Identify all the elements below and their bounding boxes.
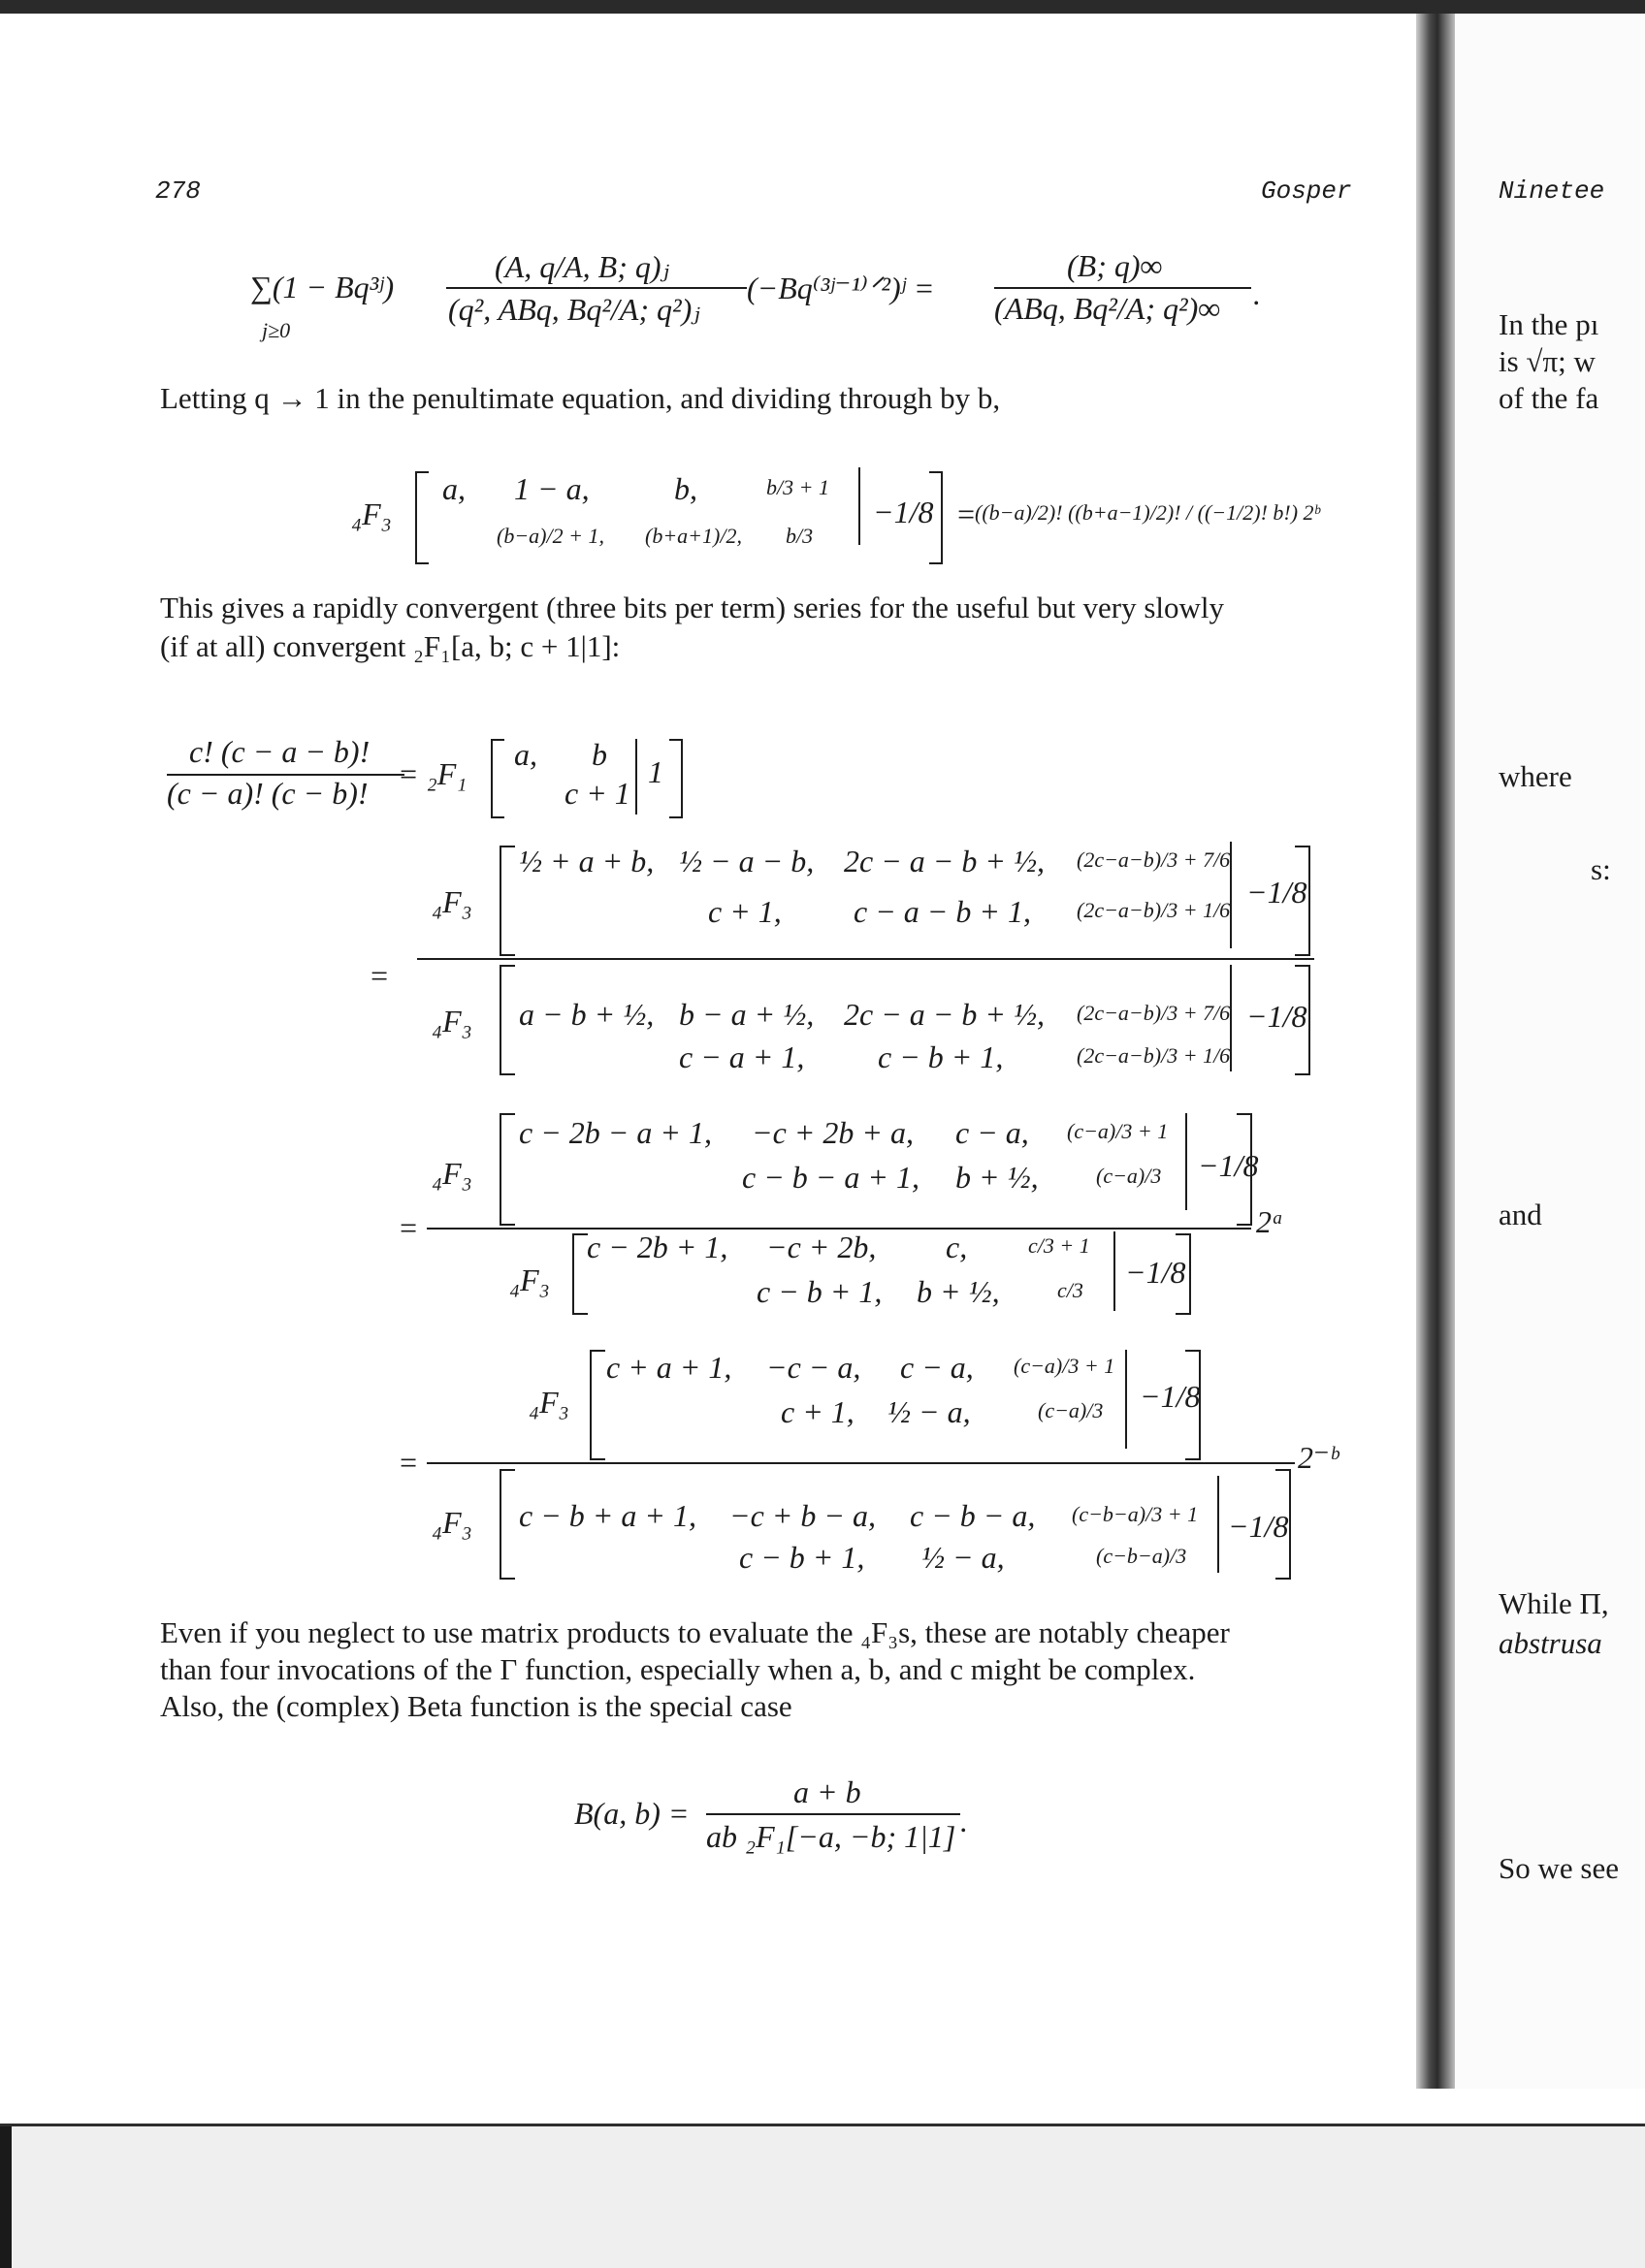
running-head: Gosper [1261,176,1352,206]
right-page-and: and [1499,1198,1542,1231]
scan-bottom-margin [0,2124,1645,2268]
scan-top-edge [0,0,1645,14]
paragraph-2-line-2: (if at all) convergent ₂F₁[a, b; c + 1|1]: [160,629,621,663]
right-page-where: where [1499,759,1572,793]
paragraph-3-line-3: Also, the (complex) Beta function is the special case [160,1689,792,1723]
paragraph-3-line-1: Even if you neglect to use matrix products to evaluate the ₄F₃s, these are notably cheaper [160,1615,1230,1649]
paragraph-3-line-2: than four invocations of the Γ function, especially when a, b, and c might be complex. [160,1652,1196,1686]
right-page-s: s: [1591,852,1611,886]
right-page-head: Ninetee [1499,176,1605,206]
right-page-line-1: In the pı [1499,307,1599,341]
page-number: 278 [155,176,201,206]
paragraph-2-line-1: This gives a rapidly convergent (three bits per term) series for the useful but very slowly [160,591,1225,624]
scan-bottom-edge [0,2124,1645,2126]
scan-left-edge [0,2126,12,2268]
paragraph-1: Letting q → 1 in the penultimate equation, and dividing through by b, [160,381,1001,415]
right-page-line-2: is √π; w [1499,344,1596,378]
right-page-so: So we see [1499,1851,1619,1885]
right-page-line-3: of the fa [1499,381,1599,415]
right-page-while: While Π, [1499,1586,1609,1620]
right-page-abstrusa: abstrusa [1499,1626,1602,1660]
book-spine-shadow [1416,14,1455,2089]
